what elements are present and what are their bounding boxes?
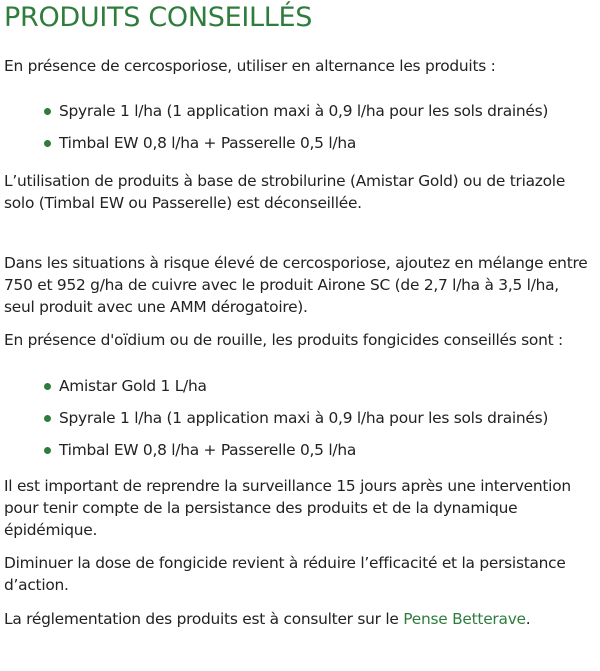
list-item-text: Spyrale 1 l/ha (1 application maxi à 0,9 l/ha pour les sols drainés) bbox=[59, 102, 549, 120]
bullet-icon bbox=[44, 108, 51, 115]
paragraph-surveillance: Il est important de reprendre la surveillance 15 jours après une intervention pour tenir compte de la persistance des produits et de la dynamique épidémique. bbox=[4, 477, 571, 539]
list-item-text: Timbal EW 0,8 l/ha + Passerelle 0,5 l/ha bbox=[59, 441, 357, 459]
bullet-icon bbox=[44, 447, 51, 454]
reglementation-prefix: La réglementation des produits est à consulter sur le bbox=[4, 610, 404, 628]
bullet-icon bbox=[44, 140, 51, 147]
list-item bbox=[4, 375, 594, 397]
paragraph-dose: Diminuer la dose de fongicide revient à réduire l’efficacité et la persistance d’action. bbox=[4, 554, 566, 594]
list-item bbox=[4, 407, 594, 429]
paragraph-risque-eleve: Dans les situations à risque élevé de cercosporiose, ajoutez en mélange entre 750 et 952 g/ha de cuivre avec le produit Airone SC (de 2,7 l/ha à 3,5 l/ha, seul produit avec une AMM dérogatoire). bbox=[4, 254, 588, 316]
pense-betterave-link[interactable]: Pense Betterave bbox=[403, 610, 526, 628]
list-item-text: Amistar Gold 1 L/ha bbox=[59, 377, 207, 395]
list-cercosporiose bbox=[4, 100, 594, 154]
paragraph-reglementation bbox=[4, 608, 594, 630]
page-title: PRODUITS CONSEILLÉS bbox=[4, 2, 313, 33]
list-item bbox=[4, 132, 594, 154]
list-oidium-rouille bbox=[4, 375, 594, 461]
list-item bbox=[4, 100, 594, 122]
list-item-text: Spyrale 1 l/ha (1 application maxi à 0,9 l/ha pour les sols drainés) bbox=[59, 409, 549, 427]
list-item-text: Timbal EW 0,8 l/ha + Passerelle 0,5 l/ha bbox=[59, 134, 357, 152]
paragraph-strobilurine: L’utilisation de produits à base de strobilurine (Amistar Gold) ou de triazole solo (Timbal EW ou Passerelle) est déconseillée. bbox=[4, 172, 566, 212]
bullet-icon bbox=[44, 415, 51, 422]
intro-cercosporiose: En présence de cercosporiose, utiliser en alternance les produits : bbox=[4, 57, 496, 75]
intro-oidium-rouille: En présence d'oïdium ou de rouille, les produits fongicides conseillés sont : bbox=[4, 331, 563, 349]
reglementation-suffix: . bbox=[525, 610, 531, 628]
list-item bbox=[4, 439, 594, 461]
bullet-icon bbox=[44, 383, 51, 390]
